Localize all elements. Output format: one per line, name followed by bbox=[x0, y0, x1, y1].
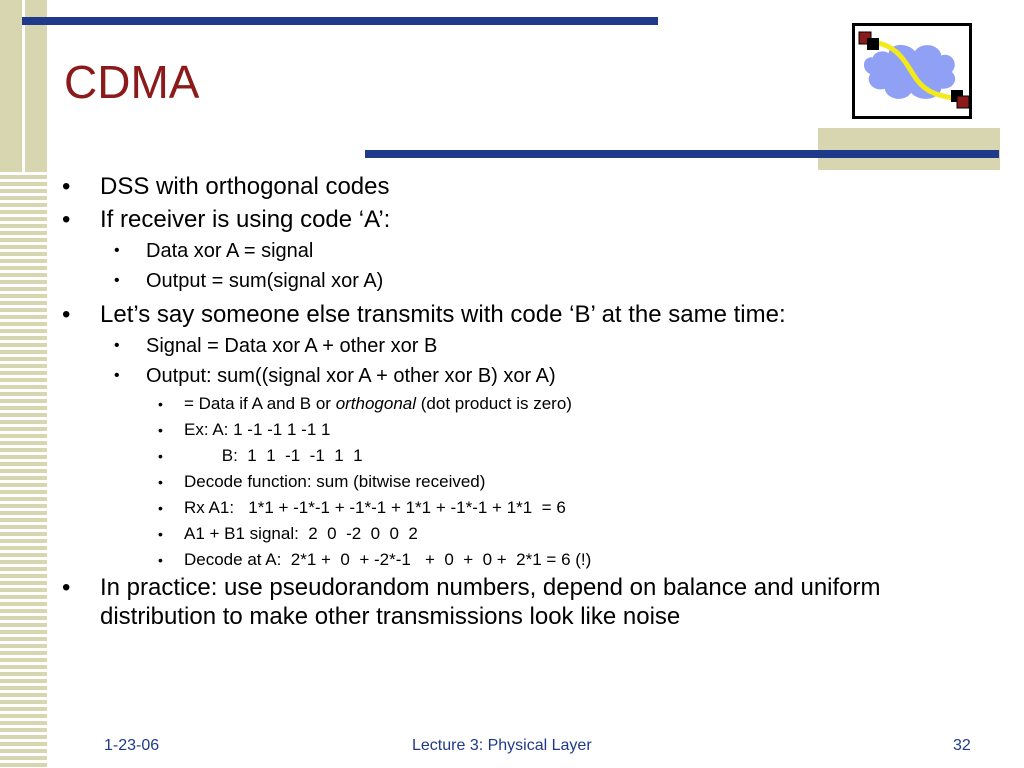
sub-bullet-item: • Data xor A = signal bbox=[114, 240, 314, 262]
bullet-item: • Let’s say someone else transmits with code ‘B’ at the same time: bbox=[62, 301, 786, 328]
slide-body bbox=[56, 170, 956, 631]
sub-sub-bullet-item: • Ex: A: 1 -1 -1 1 -1 1 bbox=[158, 420, 331, 439]
slide-title: CDMA bbox=[64, 56, 200, 108]
sub-sub-bullet-item: • Decode at A: 2*1 + 0 + -2*-1 + 0 + 0 + 2*1 = 6 (!) bbox=[158, 550, 592, 569]
node-square bbox=[957, 96, 969, 108]
footer-date: 1-23-06 bbox=[104, 737, 160, 754]
bullet-item: • In practice: use pseudorandom numbers, depend on balance and uniform distribution to make other transmissions look like noise bbox=[62, 574, 881, 630]
sub-sub-bullet-item: • Rx A1: 1*1 + -1*-1 + -1*-1 + 1*1 + -1*-1 + 1*1 = 6 bbox=[158, 498, 566, 517]
bullet-item: • If receiver is using code ‘A’: bbox=[62, 206, 391, 233]
right-accent-block bbox=[818, 128, 1000, 170]
sub-sub-bullet-item: • = Data if A and B or orthogonal (dot product is zero) bbox=[158, 394, 572, 413]
sub-sub-bullet-item: • B: 1 1 -1 -1 1 1 bbox=[158, 446, 363, 465]
footer-page-number: 32 bbox=[953, 737, 971, 754]
footer-lecture-title: Lecture 3: Physical Layer bbox=[412, 737, 592, 754]
left-divider-line bbox=[22, 0, 25, 172]
node-square bbox=[867, 38, 879, 50]
sub-sub-bullet-item: • Decode function: sum (bitwise received) bbox=[158, 472, 486, 491]
title-underline-bar bbox=[365, 150, 999, 158]
network-cloud-icon bbox=[852, 23, 972, 119]
sub-bullet-item: • Output = sum(signal xor A) bbox=[114, 270, 384, 292]
sub-bullet-item: • Output: sum((signal xor A + other xor B) xor A) bbox=[114, 365, 556, 387]
bullet-item: • DSS with orthogonal codes bbox=[62, 173, 390, 200]
top-accent-bar bbox=[22, 17, 658, 25]
sub-bullet-item: • Signal = Data xor A + other xor B bbox=[114, 335, 438, 357]
sub-sub-bullet-item: • A1 + B1 signal: 2 0 -2 0 0 2 bbox=[158, 524, 418, 543]
